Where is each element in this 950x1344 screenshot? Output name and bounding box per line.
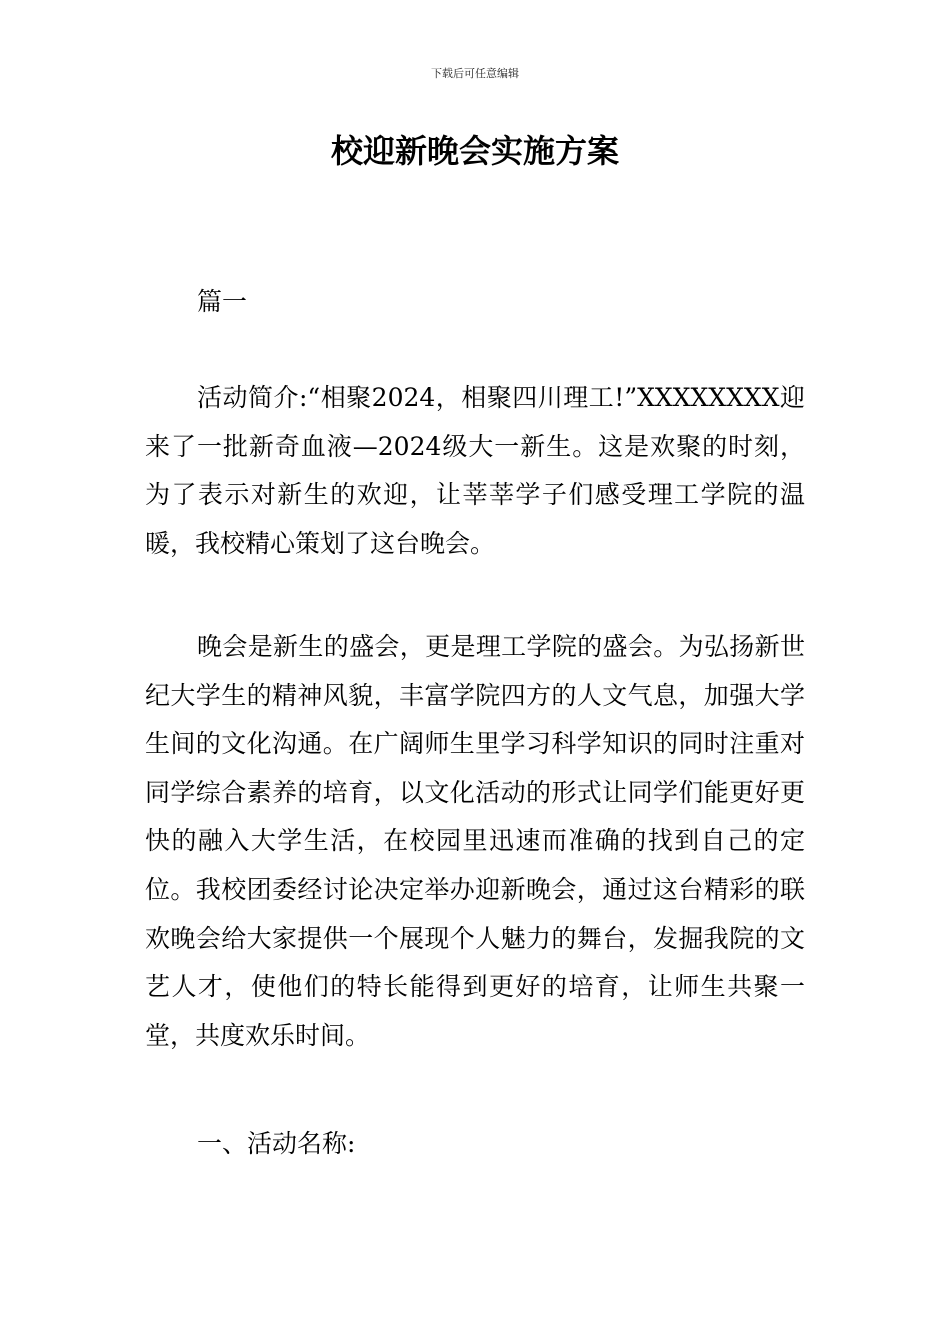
header-note: 下载后可任意编辑 xyxy=(431,67,519,80)
section-heading-activity-name: 一、活动名称: xyxy=(197,1129,356,1158)
document-title: 校迎新晚会实施方案 xyxy=(330,132,619,170)
section-label: 篇一 xyxy=(197,287,248,316)
intro-paragraph: 活动简介:“相聚2024，相聚四川理工!”XXXXXXXX迎来了一批新奇血液—2024级大一新生。这是欢聚的时刻，为了表示对新生的欢迎，让莘莘学子们感受理工学院的温暖，我校精心策划了这台晚会。 xyxy=(145,383,805,558)
purpose-paragraph: 晚会是新生的盛会，更是理工学院的盛会。为弘扬新世纪大学生的精神风貌，丰富学院四方的人文气息，加强大学生间的文化沟通。在广阔师生里学习科学知识的同时注重对同学综合素养的培育，以文化活动的形式让同学们能更好更快的融入大学生活，在校园里迅速而准确的找到自己的定位。我校团委经讨论决定举办迎新晚会，通过这台精彩的联欢晚会给大家提供一个展现个人魅力的舞台，发掘我院的文艺人才，使他们的特长能得到更好的培育，让师生共聚一堂，共度欢乐时间。 xyxy=(145,632,805,1050)
